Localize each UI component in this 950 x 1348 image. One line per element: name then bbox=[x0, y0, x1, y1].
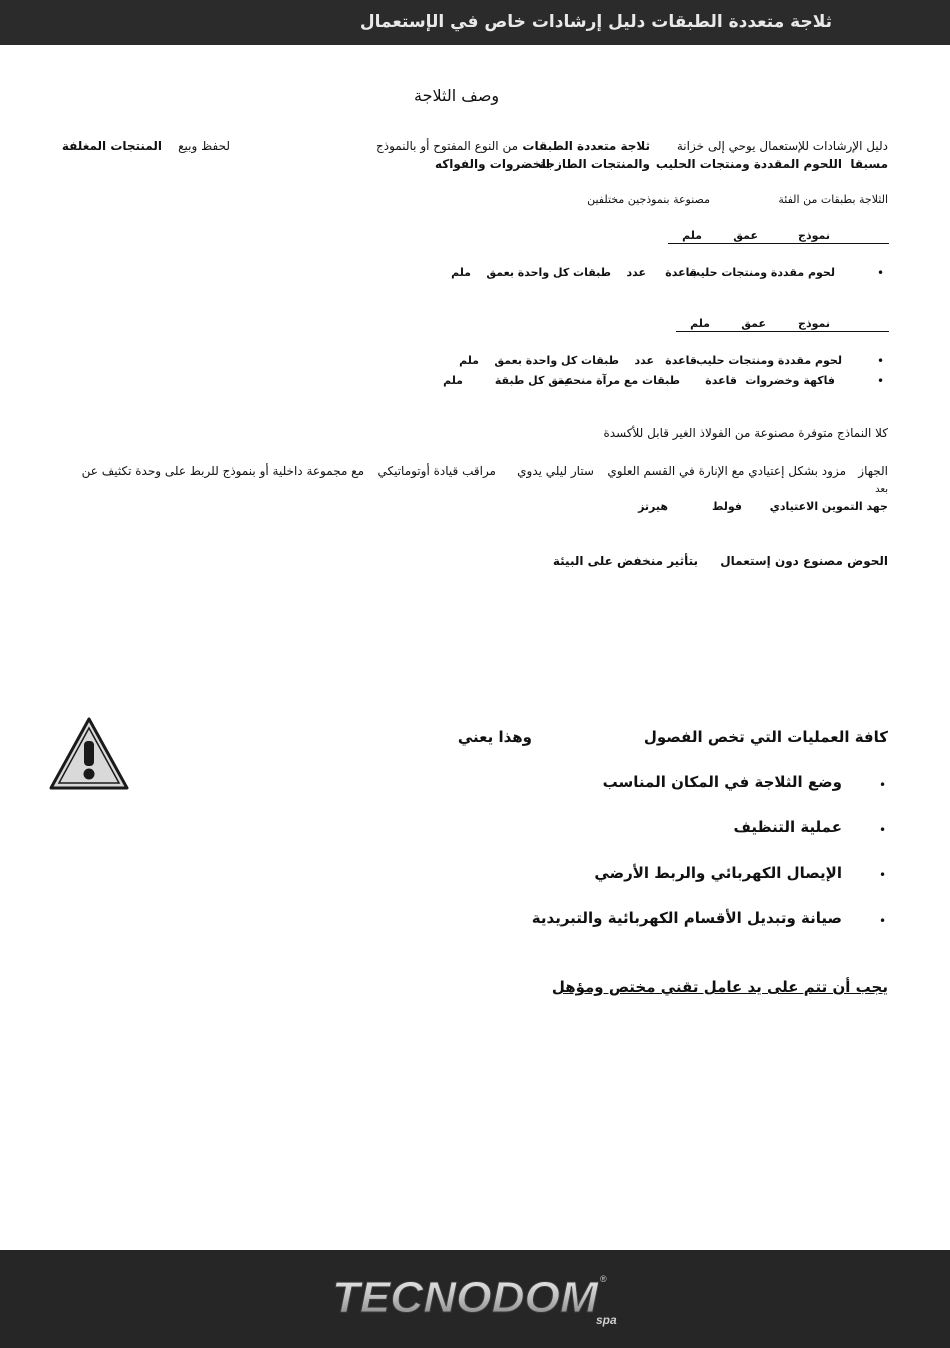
table2-row2-layers: طبقات مع مرآة منحنية bbox=[557, 374, 680, 387]
page-title: وصف الثلاجة bbox=[414, 86, 500, 105]
logo-registered: ® bbox=[600, 1274, 607, 1284]
equipment-hertz: هيرتز bbox=[638, 500, 668, 513]
warning-conclusion: يجب أن تتم على يد عامل تقني مختص ومؤهل bbox=[551, 978, 888, 996]
table2-row2-desc: فاكهة وخضروات bbox=[745, 374, 835, 387]
table2-header-mm: ملم bbox=[690, 317, 710, 330]
warning-item-1: وضع الثلاجة في المكان المناسب bbox=[602, 773, 842, 791]
intro-line1-d: لحفظ وبيع bbox=[178, 139, 230, 153]
warning-item-2: عملية التنظيف bbox=[733, 818, 842, 836]
page-footer bbox=[0, 1250, 950, 1348]
intro-line2-a: مسبقا bbox=[850, 157, 888, 171]
equipment-line2: بعد bbox=[875, 484, 888, 495]
warning-item-3-bullet: • bbox=[879, 868, 887, 882]
table1-row1-layers: طبقات كل واحدة بعمق bbox=[486, 266, 611, 279]
table2-row2-base: قاعدة bbox=[705, 374, 737, 387]
intro-line1-e: المنتجات المغلفة bbox=[61, 139, 162, 153]
header-title: ثلاجة متعددة الطبقات دليل إرشادات خاص في الإستعمال bbox=[359, 12, 832, 32]
table2-row1-unit: ملم bbox=[459, 354, 479, 367]
warning-means: وهذا يعني bbox=[457, 728, 532, 746]
warning-triangle-icon bbox=[48, 716, 130, 792]
table2-row1-bullet: • bbox=[877, 354, 885, 368]
table1-row1-unit: ملم bbox=[451, 266, 471, 279]
intro-line2-d: الخضروات والفواكه bbox=[435, 157, 550, 171]
intro-line3-a: الثلاجة بطبقات من الفئة bbox=[778, 193, 888, 206]
table2-row2-depth: عمق كل طبقة bbox=[494, 374, 573, 387]
basin-line-b: بتأثير منخفض على البيئة bbox=[552, 554, 698, 568]
table2-header-model: نموذج bbox=[798, 317, 830, 330]
equipment-line1-b: مزود بشكل إعتيادي مع الإنارة في القسم العلوي bbox=[607, 464, 846, 478]
table1-row1-desc: لحوم مقددة ومنتجات حليب bbox=[688, 266, 835, 279]
warning-title: كافة العمليات التي تخص الفصول bbox=[643, 728, 888, 746]
table2-row1-count: عدد bbox=[634, 354, 654, 367]
table2-underline bbox=[676, 331, 889, 332]
equipment-volt: فولط bbox=[711, 500, 742, 513]
tecnodom-logo bbox=[330, 1264, 630, 1334]
logo-suffix: spa bbox=[596, 1313, 617, 1327]
equipment-power-label: جهد التموين الاعتيادي bbox=[769, 500, 888, 513]
table2-header-depth: عمق bbox=[741, 317, 766, 330]
table1-row1-bullet: • bbox=[877, 266, 885, 280]
table1-row1-count: عدد bbox=[626, 266, 646, 279]
equipment-line1-d: مراقب قيادة أوتوماتيكي bbox=[377, 464, 496, 478]
intro-line1-a: دليل الإرشادات للإستعمال يوحي إلى خزانة bbox=[676, 139, 888, 153]
logo-text: TECNODOM bbox=[332, 1273, 600, 1322]
intro-line1-b: ثلاجة متعددة الطبقات bbox=[522, 139, 650, 153]
warning-item-4: صيانة وتبديل الأقسام الكهربائية والتبريدية bbox=[531, 909, 842, 927]
warning-item-4-bullet: • bbox=[879, 914, 887, 928]
table2-row2-unit: ملم bbox=[443, 374, 463, 387]
intro-line2-c: والمنتجات الطازجة bbox=[539, 157, 650, 171]
table1-row1-base: قاعدة bbox=[665, 266, 697, 279]
intro-line3-b: مصنوعة بنموذجين مختلفين bbox=[587, 193, 710, 206]
warning-item-2-bullet: • bbox=[879, 823, 887, 837]
table2-row1-layers: طبقات كل واحدة بعمق bbox=[494, 354, 619, 367]
steel-note: كلا النماذج متوفرة مصنوعة من الفولاذ الغير قابل للأكسدة bbox=[603, 426, 888, 440]
table1-underline bbox=[668, 243, 889, 244]
table2-row2-bullet: • bbox=[877, 374, 885, 388]
table1-header-mm: ملم bbox=[682, 229, 702, 242]
equipment-line1-a: الجهاز bbox=[858, 464, 888, 478]
table2-row1-base: قاعدة bbox=[665, 354, 697, 367]
intro-line1-c: من النوع المفتوح أو بالنموذج bbox=[376, 139, 518, 153]
warning-item-3: الإيصال الكهربائي والربط الأرضي bbox=[594, 864, 842, 882]
table1-header-model: نموذج bbox=[798, 229, 830, 242]
table1-header-depth: عمق bbox=[733, 229, 758, 242]
equipment-line1-c: ستار ليلي يدوي bbox=[517, 464, 594, 478]
intro-line2-b: اللحوم المقددة ومنتجات الحليب bbox=[655, 157, 842, 171]
page-header bbox=[0, 0, 950, 45]
warning-item-1-bullet: • bbox=[879, 778, 887, 792]
basin-line-a: الحوض مصنوع دون إستعمال bbox=[720, 554, 888, 568]
equipment-line1-e: مع مجموعة داخلية أو بنموذج للربط على وحدة تكثيف عن bbox=[81, 464, 364, 478]
table2-row1-desc: لحوم مقددة ومنتجات حليب bbox=[695, 354, 842, 367]
